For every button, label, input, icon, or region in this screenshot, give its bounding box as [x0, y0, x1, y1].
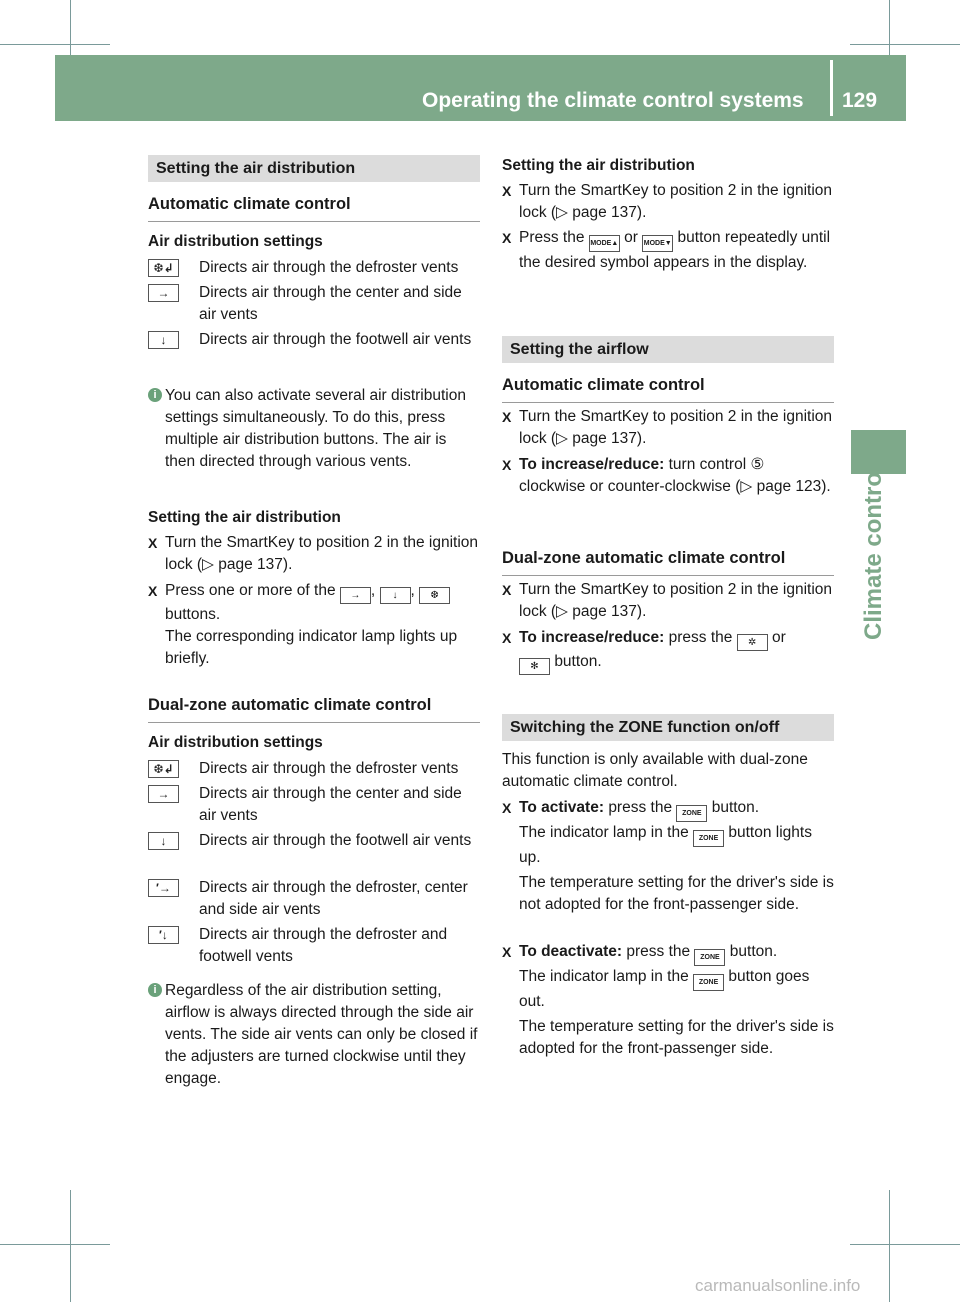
step-label: To increase/reduce:: [519, 456, 665, 473]
mode-up-icon: MODE▲: [589, 235, 620, 252]
step-text: button.: [729, 943, 778, 960]
defroster-footwell-icon: ′↓: [148, 926, 179, 944]
section-heading: Switching the ZONE function on/off: [502, 714, 834, 741]
section-heading: Setting the air distribution: [148, 155, 480, 182]
setting-text: Directs air through the center and side air vents: [199, 284, 462, 323]
setting-text: Directs air through the defroster and footwell vents: [199, 926, 448, 965]
step-marker-icon: X: [502, 183, 512, 199]
step-text: button goes out.: [519, 968, 810, 1010]
list-heading: Air distribution settings: [148, 233, 323, 250]
step-marker-icon: X: [148, 535, 158, 551]
info-note: [148, 385, 480, 473]
instruction-step: [502, 627, 834, 675]
step-label: To deactivate:: [519, 943, 623, 960]
zone-icon: ZONE: [693, 974, 724, 991]
instruction-step: X Press one or more of the → , ↓ , ❆ buttons. The corresponding indicator lamp lights up briefly.: [148, 582, 458, 667]
step-text: Turn the SmartKey to position 2 in the ignition lock (▷ page 137).: [519, 408, 833, 447]
defroster-vents-icon: ❆↲: [148, 760, 179, 778]
step-marker-icon: X: [502, 800, 512, 816]
info-text: Regardless of the air distribution setting, airflow is always directed through the side air vents. The side air vents can only be closed if the adjusters are turned clockwise until they engage.: [165, 982, 478, 1087]
step-text: Turn the SmartKey to position 2 in the ignition lock (▷ page 137).: [519, 581, 833, 620]
step-text: The temperature setting for the driver's side is not adopted for the front-passenger side.: [519, 874, 834, 913]
step-text: buttons.: [165, 606, 221, 623]
instruction-step: [502, 227, 834, 274]
step-label: To activate:: [519, 799, 604, 816]
crop-mark: [0, 44, 110, 45]
instruction-step: [502, 797, 834, 916]
setting-row: [148, 924, 480, 968]
list-heading: Setting the air distribution: [148, 509, 341, 526]
instruction-step: [148, 532, 480, 576]
step-text: The corresponding indicator lamp lights up briefly.: [165, 628, 458, 667]
step-text: button.: [711, 799, 760, 816]
step-marker-icon: X: [502, 230, 512, 246]
subsection-heading: Dual-zone automatic climate control: [502, 547, 834, 576]
setting-text: Directs air through the defroster, center and side air vents: [199, 879, 468, 918]
header-divider: [830, 60, 833, 116]
step-text: button.: [554, 653, 602, 670]
instruction-step: [502, 180, 834, 224]
subsection-heading: Dual-zone automatic climate control: [148, 694, 480, 723]
footwell-vents-icon: ↓: [380, 587, 411, 604]
setting-text: Directs air through the footwell air vents: [199, 331, 472, 348]
step-text: The indicator lamp in the: [519, 824, 689, 841]
crop-mark: [889, 1190, 890, 1302]
setting-row: [148, 758, 480, 780]
step-text: Turn the SmartKey to position 2 in the ignition lock (▷ page 137).: [519, 182, 833, 221]
info-icon: i: [148, 983, 162, 997]
crop-mark: [0, 1244, 110, 1245]
crop-mark: [850, 1244, 960, 1245]
defroster-vents-icon: ❆: [419, 587, 450, 604]
step-text: Turn the SmartKey to position 2 in the ignition lock (▷ page 137).: [165, 534, 479, 573]
footwell-vents-icon: ↓: [148, 331, 179, 349]
step-text: button lights up.: [519, 824, 812, 866]
center-side-vents-icon: →: [148, 785, 179, 803]
instruction-step: [502, 406, 834, 450]
step-label: To increase/reduce:: [519, 629, 665, 646]
step-marker-icon: X: [502, 582, 512, 598]
step-text: or: [624, 229, 638, 246]
zone-icon: ZONE: [676, 805, 707, 822]
step-marker-icon: X: [502, 944, 512, 960]
mode-down-icon: MODE▼: [642, 235, 673, 252]
step-text: Press the: [519, 229, 585, 246]
info-icon: i: [148, 388, 162, 402]
list-heading: Air distribution settings: [148, 734, 323, 751]
page-number: 129: [842, 89, 878, 112]
setting-text: Directs air through the defroster vents: [199, 760, 459, 777]
setting-row: [148, 783, 480, 827]
instruction-step: [502, 941, 834, 1060]
step-marker-icon: X: [502, 409, 512, 425]
step-text: press the: [608, 799, 673, 816]
paragraph: This function is only available with dual-zone automatic climate control.: [502, 751, 808, 790]
setting-text: Directs air through the footwell air vents: [199, 832, 472, 849]
setting-row: [148, 329, 480, 351]
zone-icon: ZONE: [694, 949, 725, 966]
chapter-label: Climate control: [860, 465, 887, 640]
footwell-vents-icon: ↓: [148, 832, 179, 850]
setting-row: [148, 282, 480, 326]
step-text: press the: [668, 629, 733, 646]
info-text: You can also activate several air distribution settings simultaneously. To do this, press multiple air distribution buttons. The air is then directed through various vents.: [165, 387, 466, 470]
instruction-step: [502, 454, 834, 498]
step-text: turn control ⑤ clockwise or counter-clockwise (▷ page 123).: [519, 456, 831, 495]
setting-row: [148, 257, 480, 279]
section-heading: Setting the airflow: [502, 336, 834, 363]
step-text: press the: [626, 943, 691, 960]
zone-icon: ZONE: [693, 830, 724, 847]
step-text: or: [772, 629, 786, 646]
step-marker-icon: X: [502, 457, 512, 473]
center-side-vents-icon: →: [148, 284, 179, 302]
defroster-center-side-icon: ′→: [148, 879, 179, 897]
step-marker-icon: X: [502, 630, 512, 646]
subsection-heading: Automatic climate control: [148, 193, 480, 222]
setting-text: Directs air through the defroster vents: [199, 259, 459, 276]
step-text: The indicator lamp in the: [519, 968, 689, 985]
list-heading: Setting the air distribution: [502, 157, 695, 174]
watermark: carmanualsonline.info: [695, 1276, 861, 1295]
fan-increase-icon: ✲: [737, 634, 768, 651]
step-text: button repeatedly until the desired symbol appears in the display.: [519, 229, 831, 271]
defroster-vents-icon: ❆↲: [148, 259, 179, 277]
info-note: [148, 980, 480, 1090]
setting-row: [148, 877, 480, 921]
step-text: Press one or more of the: [165, 582, 336, 599]
setting-text: Directs air through the center and side air vents: [199, 785, 462, 824]
crop-mark: [70, 1190, 71, 1302]
subsection-heading: Automatic climate control: [502, 374, 834, 403]
instruction-step: [502, 579, 834, 623]
step-text: The temperature setting for the driver's side is adopted for the front-passenger side.: [519, 1018, 834, 1057]
fan-decrease-icon: ✻: [519, 658, 550, 675]
crop-mark: [850, 44, 960, 45]
center-side-vents-icon: →: [340, 587, 371, 604]
step-marker-icon: X: [148, 583, 158, 599]
setting-row: [148, 830, 480, 852]
page-header-title: Operating the climate control systems: [422, 89, 804, 112]
